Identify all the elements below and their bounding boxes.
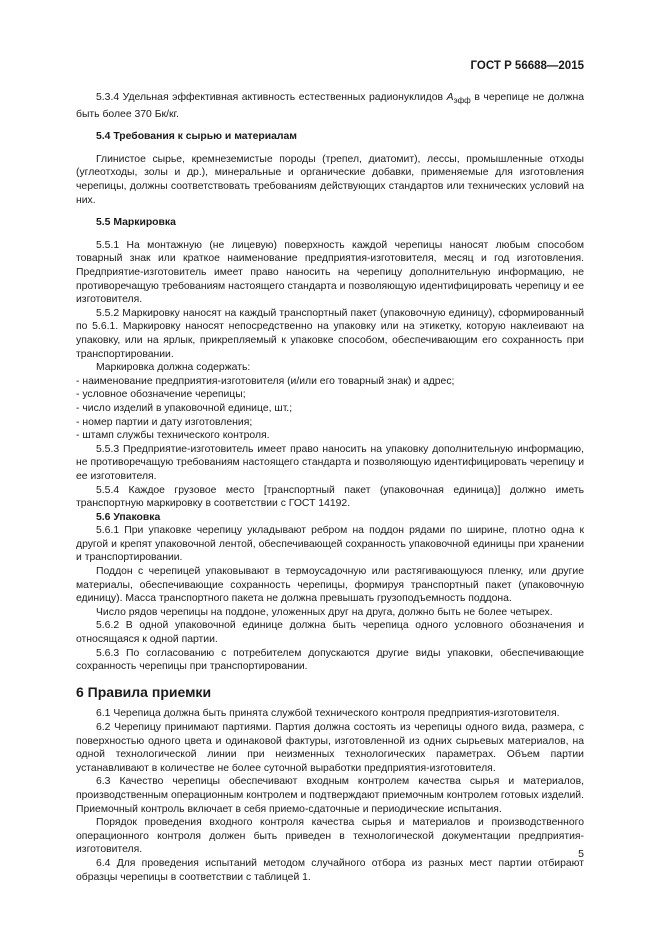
clause-6-3: 6.3 Качество черепицы обеспечивают входным контролем качества сырья и материалов, производственным операционным контролем и подтверждают приемочным контролем готовых изделий. Приемочный контроль включает в себя приемо-сдаточные и периодические испытания. xyxy=(76,776,584,815)
clause-6-2: 6.2 Черепицу принимают партиями. Партия должна состоять из черепицы одного вида, размера, с поверхностью одного цвета и одинаковой фактуры, изготовленной из одних сырьевых материалов, на одной технологической линии при неизменных технологических параметрах. Объем партии устанавливают в количестве не более суточной выработки предприятия-изготовителя. xyxy=(76,722,584,774)
list-item: - число изделий в упаковочной единице, шт.; xyxy=(76,402,293,414)
section-6-title: 6 Правила приемки xyxy=(76,683,212,700)
clause-5-6-1: 5.6.1 При упаковке черепицу укладывают ребром на поддон рядами по ширине, плотно одна к другой и крепят упаковочной лентой, обеспечивающей сохранность упаковочной единицы при хранении и транспортировании. xyxy=(76,525,584,564)
clause-5-6-1-c: Число рядов черепицы на поддоне, уложенных друг на друга, должно быть не более четырех. xyxy=(96,606,553,618)
list-item: - номер партии и дату изготовления; xyxy=(76,416,253,428)
marking-list-intro: Маркировка должна содержать: xyxy=(96,362,251,374)
clause-5-5-4: 5.5.4 Каждое грузовое место [транспортный пакет (упаковочная единица)] должно иметь транспортную маркировку в соответствии с ГОСТ 14192. xyxy=(76,484,584,510)
list-item: - наименование предприятия-изготовителя (и/или его товарный знак) и адрес; xyxy=(76,375,455,387)
clause-6-4: 6.4 Для проведения испытаний методом случайного отбора из разных мест партии отбирают образцы черепицы в соответствии с таблицей 1. xyxy=(76,857,584,883)
clause-6-3-b: Порядок проведения входного контроля качества сырья и материалов и производственного операционного контроля должен быть приведен в технологической документации предприятия-изготовителя. xyxy=(76,817,584,856)
section-5-4-text: Глинистое сырье, кремнеземистые породы (трепел, диатомит), лессы, промышленные отходы (углеотходы, золы и др.), минеральные и органические добавки, применяемые для изготовления черепицы, должны соответствовать требованиям действующих стандартов или технических условий на них. xyxy=(76,153,584,206)
section-5-4-title: 5.4 Требования к сырью и материалам xyxy=(96,131,297,143)
standard-number: ГОСТ Р 56688—2015 xyxy=(470,60,584,72)
clause-5-5-2: 5.5.2 Маркировку наносят на каждый транспортный пакет (упаковочную единицу), сформированный по 5.6.1. Маркировку наносят непосредственно на упаковку или на этикетку, которую наклеивают на упаковку, или на ярлык, прикрепляемый к упаковке способом, обеспечивающим его сохранность при транспортировании. xyxy=(76,307,584,360)
section-5-6-title: 5.6 Упаковка xyxy=(96,511,161,523)
clause-5-3-4: 5.3.4 Удельная эффективная активность естественных радионуклидов $A_{эфф}$ в черепице не должна быть более 370 Бк/кг. xyxy=(76,92,584,120)
clause-5-5-1: 5.5.1 На монтажную (не лицевую) поверхность каждой черепицы наносят любым способом товарный знак или краткое наименование предприятия-изготовителя, месяц и год изготовления. Предприятие-изготовитель имеет право наносить на черепицу дополнительную информацию, не противоречащую требованиям настоящего стандарта и позволяющую идентифицировать черепицу и ее изготовителя. xyxy=(76,239,584,306)
list-item: - условное обозначение черепицы; xyxy=(76,389,246,401)
clause-5-6-2: 5.6.2 В одной упаковочной единице должна быть черепица одного условного обозначения и относящаяся к одной партии. xyxy=(76,620,584,646)
page-content xyxy=(76,91,584,884)
clause-6-1: 6.1 Черепица должна быть принята службой технического контроля предприятия-изготовителя. xyxy=(96,708,560,720)
clause-5-6-3: 5.6.3 По согласованию с потребителем допускаются другие виды упаковки, обеспечивающие сохранность черепицы при транспортировании. xyxy=(76,647,584,673)
clause-5-6-1-b: Поддон с черепицей упаковывают в термоусадочную или растягивающуюся пленку, или другие материалы, обеспечивающие сохранность черепицы, формируя транспортный пакет (упаковочную единицу). Масса транспортного пакета не должна превышать грузоподъемность поддона. xyxy=(76,566,584,605)
section-5-5-title: 5.5 Маркировка xyxy=(96,217,176,229)
clause-5-5-3: 5.5.3 Предприятие-изготовитель имеет право наносить на упаковку дополнительную информацию, не противоречащую требованиям настоящего стандарта и позволяющую идентифицировать черепицу и ее изготовителя. xyxy=(76,443,584,482)
list-item: - штамп службы технического контроля. xyxy=(76,430,270,442)
page-number: 5 xyxy=(578,848,584,860)
